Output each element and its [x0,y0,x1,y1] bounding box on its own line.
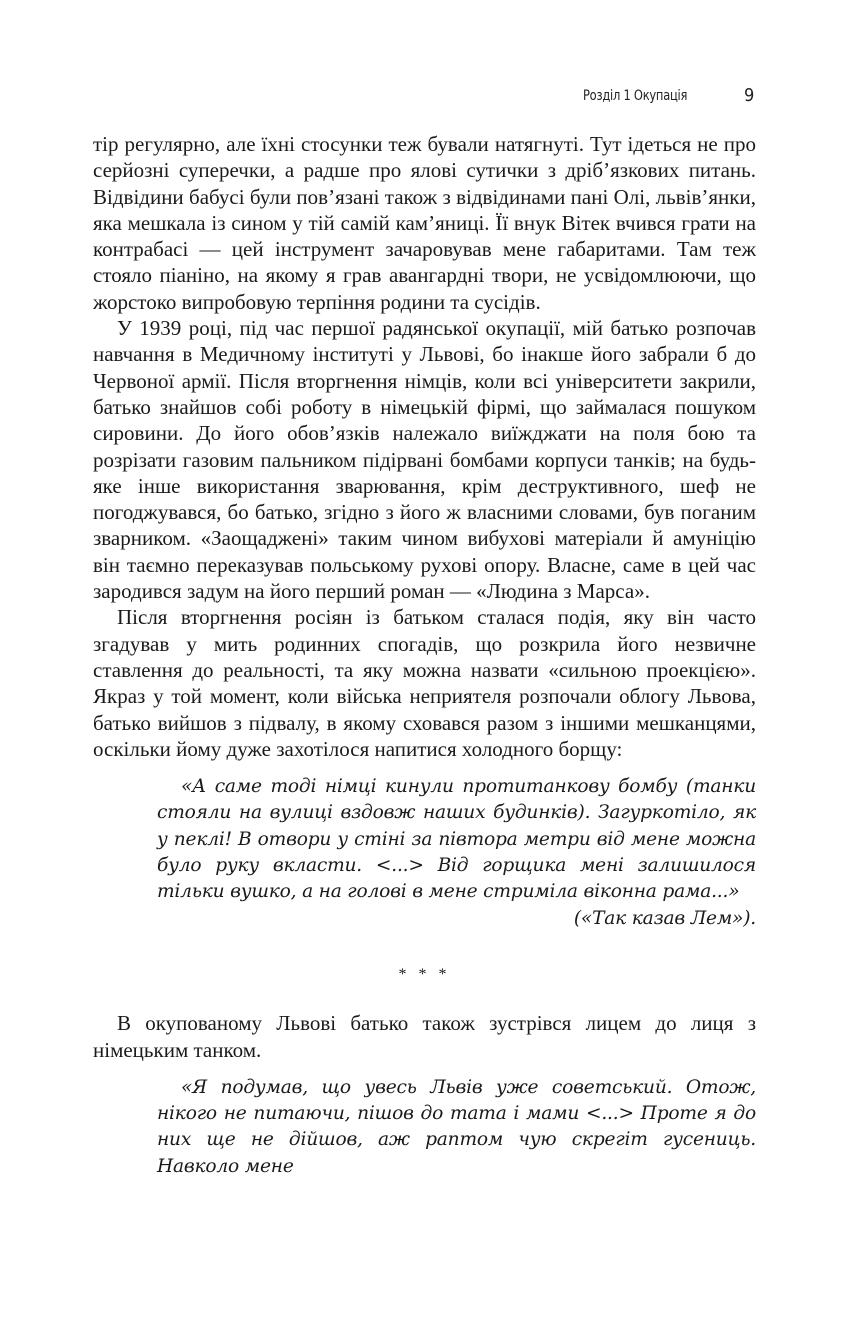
quote-source: («Так казав Лем»). [573,907,756,929]
section-separator: * * * [398,965,451,983]
paragraph-continuation: тір регулярно, але їхні стосунки теж бували натягнуті. Тут ідеться не про серйозні суперечки, а радше про ялові сутички з дріб’язкових питань. Відвідини бабусі були пов’язані також з відвідинами пані Олі, львів’янки, яка мешкала із сином у тій самій кам’яниці. Її внук Вітек вчився грати на контрабасі — цей інструмент зачаровував мене габаритами. Там теж стояло піаніно, на якому я грав авангардні твори, не усвідомлюючи, що жорстоко випробовую терпіння родини та сусідів. [93,132,756,314]
quote-text: «А саме тоді німці кинули протитанкову бомбу (танки стояли на вулиці вздовж наших будинків). Загуркотіло, як у пеклі! В отвори у стіні за півтора метри від мене можна було руку вкласти. <...> Від горщика мені залишилося тільки вушко, а на голові в мене стриміла віконна рама...» [157,776,756,903]
quote-text: «Я подумав, що увесь Львів уже советський. Отож, нікого не питаючи, пішов до тата і мами <...> Проте я до них ще не дійшов, аж раптом чую скрегіт гусениць. Навколо мене [157,1076,756,1177]
page-number: 9 [744,85,755,106]
paragraph: У 1939 році, під час першої радянської окупації, мій батько розпочав навчання в Медичному інституті у Львові, бо інакше його забрали б до Червоної армії. Після вторгнення німців, коли всі університети закрили, батько знайшов собі роботу в німецькій фірмі, що займалася пошуком сировини. До його обов’язків належало виїжджати на поля бою та розрізати газовим пальником підірвані бомбами корпуси танків; на будь-яке інше використання зварювання, крім деструктивного, шеф не погоджувався, бо батько, згідно з його ж власними словами, був поганим зварником. «Заощаджені» таким чином вибухові матеріали й амуніцію він таємно переказував польському рухові опору. Власне, саме в цей час зародився задум на його перший роман — «Людина з Марса». [93,316,756,604]
block-quote [157,774,756,932]
paragraph: В окупованому Львові батько також зустрівся лицем до лиця з німецьким танком. [93,1011,756,1062]
page-body [93,131,756,1180]
paragraph: Після вторгнення росіян із батьком сталася подія, яку він часто згадував у мить родинних спогадів, що розкрила його незвичне ставлення до реальності, та яку можна назвати «сильною проекцією». Якраз у той момент, коли війська неприятеля розпочали облогу Львова, батько вийшов з підвалу, в якому сховався разом з іншими мешканцями, оскільки йому дуже захотілося напитися холодного борщу: [93,605,756,761]
chapter-title: Розділ 1 Окупація [583,88,688,104]
running-head [0,86,862,110]
block-quote [157,1075,756,1180]
